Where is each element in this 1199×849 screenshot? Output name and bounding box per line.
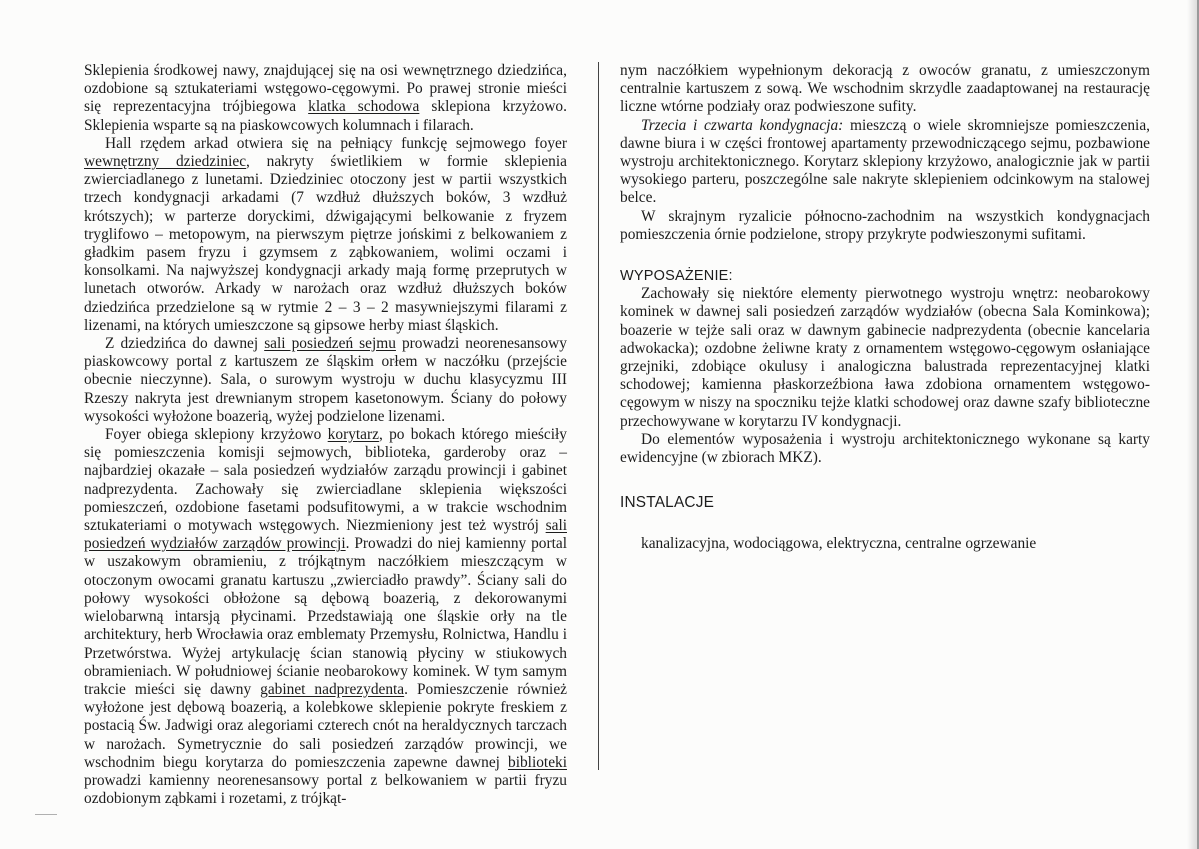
right-column [620, 62, 1150, 554]
paragraph-continuation: nym naczółkiem wypełnionym dekoracją z owoców granatu, z umieszczonym centralnie kartuszem z sową. We wschodnim skrzydle zaadaptowanej na restaurację liczne wtórne podziały oraz podwieszone sufity. [620, 62, 1150, 116]
paragraph-sejm-hall: Z dziedzińca do dawnej sali posiedzeń sejmu prowadzi neorenesansowy piaskowcowy portal z kartuszem ze śląskim orłem w naczółku (przejście obecnie nieczynne). Sala, o surowym wystroju w duchu klasycyzmu III Rzeszy nakryta jest drewnianym stropem kasetonowym. Ściany do połowy wysokości wyłożone boazerią, wyżej podzielone lizenami. [84, 335, 567, 425]
link-wewnetrzny-dziedziniec[interactable]: wewnętrzny dziedziniec [84, 153, 247, 171]
paragraph-third-fourth-floor: Trzecia i czwarta kondygnacja: mieszczą o wiele skromniejsze pomieszczenia, dawne biura i w części frontowej apartamenty przewodniczącego sejmu, pozbawione wystroju architektonicznego. Korytarz sklepiony krzyżowo, analogicznie jak w partii wysokiego parteru, poszczególne sale nakryte sklepieniem odcinkowym na stalowej belce. [620, 116, 1150, 207]
paragraph-risalit: W skrajnym ryzalicie północno-zachodnim na wszystkich kondygnacjach pomieszczenia órnie podzielone, stropy przykryte podwieszonymi sufitami. [620, 207, 1150, 243]
paragraph-hall-courtyard: Hall rzędem arkad otwiera się na pełniący funkcję sejmowego foyer wewnętrzny dziedziniec, nakryty świetlikiem w formie sklepienia zwierciadlanego z lunetami. Dziedziniec otoczony jest w partii wszystkich trzech kondygnacji arkadami (7 wzdłuż dłuższych boków, 3 wzdłuż krótszych); w parterze doryckimi, dźwigającymi belkowanie z fryzem tryglifowo – metopowym, na pierwszym piętrze jońskimi z belkowaniem z gładkim pasem fryzu i gzymsem z ząbkowaniem, wolimi oczami i konsolkami. Na najwyższej kondygnacji arkady mają formę przeprutych w lunetach otworów. Arkady w narożach oraz wzdłuż dłuższych boków dziedzińca przedzielone są w rytmie 2 – 3 – 2 masywniejszymi filarami z lizenami, na których umieszczone są gipsowe herby miast śląskich. [84, 134, 567, 334]
column-divider [598, 62, 599, 770]
link-biblioteki[interactable]: biblioteki [508, 753, 567, 771]
paragraph-corridor: Foyer obiega sklepiony krzyżowo korytarz, po bokach którego mieściły się pomieszczenia komisji sejmowych, biblioteka, garderoby oraz – najbardziej okazałe – sala posiedzeń wydziałów zarządu prowincji i gabinet nadprezydenta. Zachowały się zwierciadlane sklepienia większości pomieszczeń, ozdobione fasetami podsufitowymi, a w trakcie wschodnim sztukateriami o motywach wstęgowych. Niezmieniony jest też wystrój sali posiedzeń wydziałów zarządów prowincji. Prowadzi do niej kamienny portal w uszakowym obramieniu, z trójkątnym naczółkiem mieszczącym w otoczonym owocami granatu kartuszu „zwierciadło prawdy”. Ściany sali do połowy wysokości obłożone są dębową boazerią, z dekorowanymi wielobarwną intarsją płycinami. Przedstawiają one śląskie orły na tle architektury, herb Wrocławia oraz emblematy Przemysłu, Rolnictwa, Handlu i Przetwórstwa. Wyżej artykulację ścian stanowią płyciny w stiukowych obramieniach. W południowej ścianie neobarokowy kominek. W tym samym trakcie mieści się dawny gabinet nadprezydenta. Pomieszczenie również wyłożone jest dębową boazerią, a kolebkowe sklepienie pokryte freskiem z postacią Św. Jadwigi oraz alegoriami czterech cnót na heraldycznych tarczach w narożach. Symetrycznie do sali posiedzeń zarządów prowincji, we wschodnim biegu korytarza do pomieszczenia zapewne dawnej biblioteki prowadzi kamienny neorenesansowy portal z belkowaniem w partii fryzu ozdobionym ząbkami i rozetami, z trójkąt- [84, 426, 567, 808]
scan-mark [35, 814, 57, 815]
heading-wyposazenie: WYPOSAŻENIE: [620, 268, 733, 285]
link-gabinet-nadprezydenta[interactable]: gabinet nadprezydenta [260, 680, 405, 698]
link-klatka-schodowa[interactable]: klatka schodowa [308, 98, 420, 116]
subheading-kondygnacja: Trzecia i czwarta kondygnacja: [641, 116, 844, 134]
heading-instalacje: INSTALACJE [620, 494, 715, 512]
page-edge-shadow [1187, 0, 1197, 849]
link-sali-posiedzen-sejmu[interactable]: sali posiedzeń sejmu [264, 335, 396, 353]
paragraph-record-cards: Do elementów wyposażenia i wystroju architektonicznego wykonane są karty ewidencyjne (w zbiorach MKZ). [620, 430, 1150, 467]
paragraph-installations: kanalizacyjna, wodociągowa, elektryczna, centralne ogrzewanie [641, 535, 1037, 553]
link-sali-posiedzen-wydzialow[interactable]: sali posiedzeń wydziałów zarządów prowincji [84, 517, 567, 553]
left-column [84, 62, 567, 808]
paragraph-nave-vaults: Sklepienia środkowej nawy, znajdującej się na osi wewnętrznego dziedzińca, ozdobione są sztukateriami wstęgowo-cęgowymi. Po prawej stronie mieści się reprezentacyjna trójbiegowa klatka schodowa sklepiona krzyżowo. Sklepienia wsparte są na piaskowcowych kolumnach i filarach. [84, 62, 567, 134]
link-korytarz[interactable]: korytarz [327, 426, 379, 444]
paragraph-equipment: Zachowały się niektóre elementy pierwotnego wystroju wnętrz: neobarokowy kominek w dawnej sali posiedzeń zarządów wydziałów (obecna Sala Kominkowa); boazerie w tejże sali oraz w dawnym gabinecie nadprezydenta (obecnie kancelaria adwokacka); ozdobne żeliwne kraty z ornamentem wstęgowo-cęgowym osłaniające grzejniki, zdobiące okulusy i analogiczna balustrada reprezentacyjnej klatki schodowej; kamienna płaskorzeźbiona ława zdobiona ornamentem wstęgowo-cęgowym w niszy na spoczniku tejże klatki schodowej oraz dawne szafy biblioteczne przechowywane w korytarzu IV kondygnacji. [620, 285, 1150, 430]
